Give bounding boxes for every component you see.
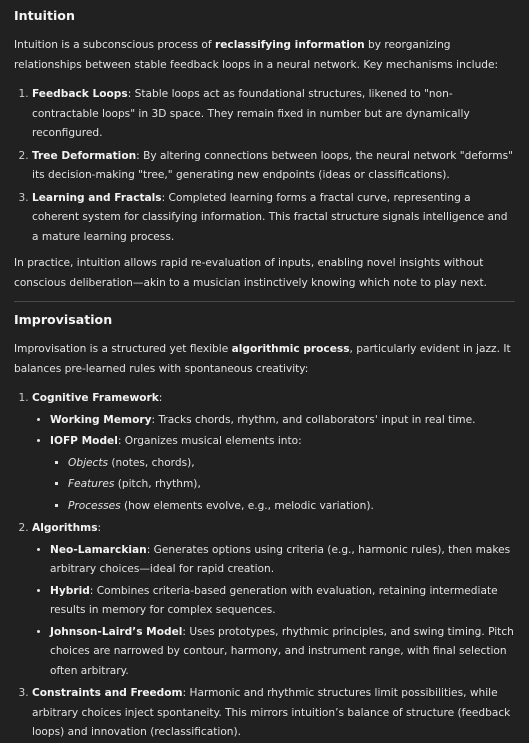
list-item: 1. Feedback Loops: Stable loops act as foundational structures, likened to "non-contractable loops" in 3D space. They remain fixed in number but are dynamically reconfigured. xyxy=(32,85,515,144)
improvisation-intro: Improvisation is a structured yet flexible algorithmic process, particularly evident in jazz. It balances pre-learned rules with spontaneous creativity: xyxy=(14,343,511,375)
algorithms-sublist xyxy=(32,541,515,682)
list-item: ▪ Processes (how elements evolve, e.g., melodic variation). xyxy=(68,497,515,517)
list-item: ▪ Features (pitch, rhythm), xyxy=(68,475,515,495)
section-title-intuition: Intuition xyxy=(14,8,75,23)
improvisation-list xyxy=(14,389,515,743)
list-item: • Hybrid: Combines criteria-based generation with evaluation, retaining intermediate results in memory for complex sequences. xyxy=(50,582,515,621)
intuition-intro-bold: reclassifying information xyxy=(215,39,365,51)
list-item: • Neo-Lamarckian: Generates options using criteria (e.g., harmonic rules), then makes arbitrary choices—ideal for rapid creation. xyxy=(50,541,515,580)
intuition-intro: Intuition is a subconscious process of reclassifying information by reorganizing relationships between stable feedback loops in a neural network. Key mechanisms include: xyxy=(14,39,499,71)
list-item: • Working Memory: Tracks chords, rhythm, and collaborators' input in real time. xyxy=(50,411,515,431)
section-divider xyxy=(14,301,515,302)
list-item: • Johnson-Laird’s Model: Uses prototypes, rhythmic principles, and swing timing. Pitch choices are narrowed by contour, harmony, and instrument range, with final selection often arbitrary. xyxy=(50,623,515,682)
list-item: 3. Constraints and Freedom: Harmonic and rhythmic structures limit possibilities, while arbitrary choices inject spontaneity. This mirrors intuition’s balance of structure (feedback loops) and innovation (reclassification). xyxy=(32,684,515,743)
intuition-closing: In practice, intuition allows rapid re-evaluation of inputs, enabling novel insights without conscious deliberation—akin to a musician instinctively knowing which note to play next. xyxy=(14,257,487,289)
list-item: • IOFP Model: Organizes musical elements into: ▪ Objects (notes, chords), ▪ Features (pitch, rhythm), ▪ Processes (how elements evolve, e.g., melodic variation). xyxy=(50,432,515,516)
iofp-sublist xyxy=(50,454,515,517)
improvisation-intro-bold: algorithmic process xyxy=(231,343,350,355)
framework-sublist xyxy=(32,411,515,517)
list-item: ▪ Objects (notes, chords), xyxy=(68,454,515,474)
list-item: 3. Learning and Fractals: Completed learning forms a fractal curve, representing a coherent system for classifying information. This fractal structure signals intelligence and a mature learning process. xyxy=(32,189,515,248)
list-item: 2. Algorithms: • Neo-Lamarckian: Generates options using criteria (e.g., harmonic rules), then makes arbitrary choices—ideal for rapid creation. • Hybrid: Combines criteria-based generation with evaluation, retaining intermediate results in memory for complex sequences. • Johnson-Laird’s Model: Uses prototypes, rhythmic principles, and swing timing. Pitch choices are narrowed by contour, harmony, and instrument range, with final selection often arbitrary. xyxy=(32,519,515,681)
intuition-mechanisms-list xyxy=(14,85,515,247)
list-item: 1. Cognitive Framework: • Working Memory: Tracks chords, rhythm, and collaborators' input in real time. • IOFP Model: Organizes musical elements into: ▪ Objects (notes, chords), ▪ Features (pitch, rhythm), ▪ Processes (how elements evolve, e.g., melodic variation). xyxy=(32,389,515,516)
section-title-improvisation: Improvisation xyxy=(14,312,113,327)
list-item: 2. Tree Deformation: By altering connections between loops, the neural network "deforms" its decision-making "tree," generating new endpoints (ideas or classifications). xyxy=(32,147,515,186)
